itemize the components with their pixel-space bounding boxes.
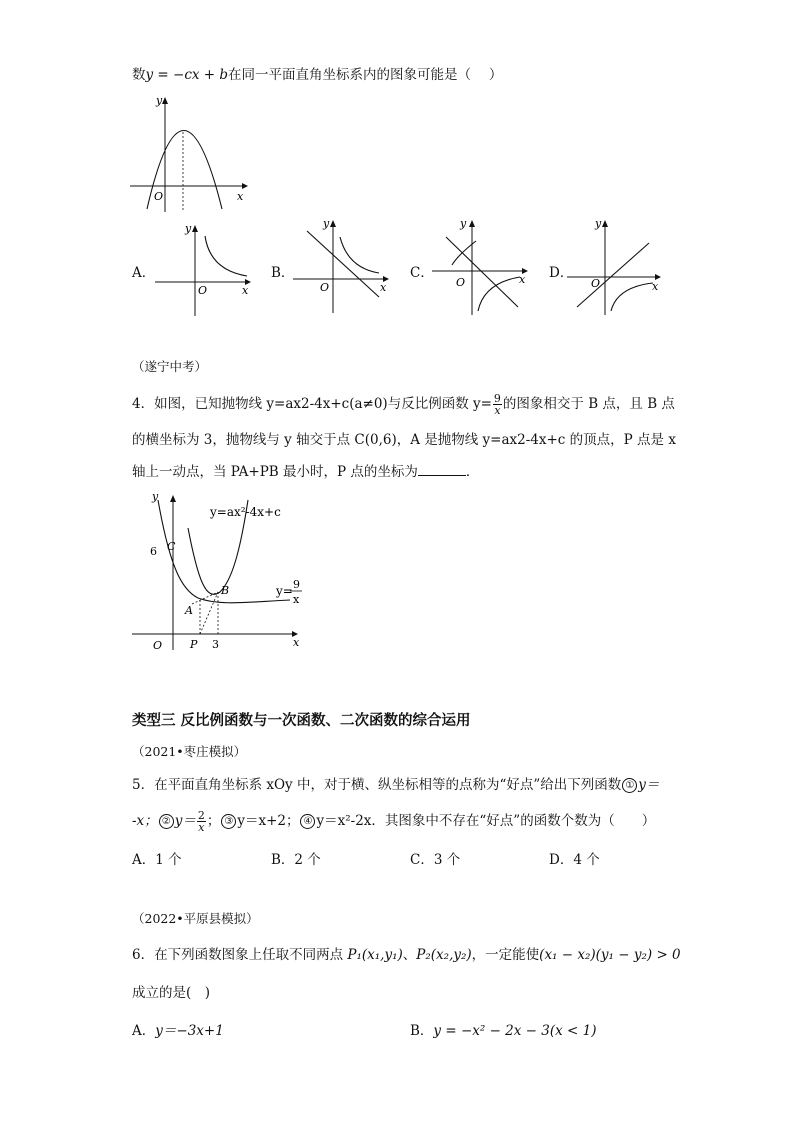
- q5-option-c[interactable]: C．3 个: [410, 852, 461, 868]
- q4-label-a: A: [185, 604, 193, 617]
- q4-label-3: 3: [212, 638, 219, 651]
- q5-line1-text: 5．在平面直角坐标系 xOy 中，对于横、纵坐标相等的点称为“好点”给出下列函数: [132, 777, 622, 793]
- q3-option-d-x-label: x: [652, 280, 659, 293]
- q4-line3: [132, 463, 479, 481]
- q4-label-c: C: [167, 540, 176, 553]
- q5-f1-marker: ①: [622, 778, 637, 793]
- q3-option-a-graph[interactable]: [155, 222, 255, 320]
- q3-main-graph: [130, 92, 250, 217]
- q5-f4-marker: ④: [300, 814, 315, 829]
- q6-sep: 、: [402, 947, 417, 963]
- q5-f2-frac-num: 2: [197, 809, 205, 822]
- q3-option-d-origin-label: O: [591, 277, 601, 290]
- q5-f3-sep: ；: [206, 813, 221, 829]
- q4-fraction: [493, 393, 502, 416]
- q6-line1: [132, 946, 681, 964]
- q6-line1-b: ，一定能使: [471, 947, 540, 963]
- q6-option-a[interactable]: [132, 1019, 224, 1039]
- section-title: 类型三 反比例函数与一次函数、二次函数的综合运用: [132, 713, 471, 729]
- q6-option-a-formula: y＝−3x+1: [155, 1023, 224, 1039]
- q6-condition: (x₁ − x₂)(y₁ − y₂) > 0: [539, 947, 681, 963]
- q6-point-2: P₂(x₂,y₂): [416, 947, 472, 963]
- q5-option-d[interactable]: D．4 个: [549, 852, 600, 868]
- q3-option-b-label[interactable]: B．: [271, 265, 295, 281]
- q3-stem-prefix: 数: [132, 67, 146, 83]
- q5-line1: [132, 776, 659, 794]
- q3-option-d-label[interactable]: D．: [549, 265, 574, 281]
- q3-main-x-label: x: [237, 190, 244, 203]
- q4-hyperbola-label: y=: [276, 584, 293, 598]
- q3-option-b-x-label: x: [380, 281, 387, 294]
- q6-line2: 成立的是( ): [132, 985, 211, 1001]
- q6-option-b[interactable]: [410, 1019, 597, 1039]
- q6-point-1: P₁(x₁,y₁): [347, 947, 403, 963]
- q3-main-origin-label: O: [154, 190, 164, 203]
- q5-option-b[interactable]: B．2 个: [271, 852, 321, 868]
- q3-option-d-graph[interactable]: [567, 215, 667, 320]
- q4-line3-end: ．: [465, 464, 480, 480]
- q5-f3-marker: ③: [221, 814, 236, 829]
- q4-hyperbola-den: x: [293, 593, 300, 606]
- q3-main-x-arrow: [242, 183, 248, 189]
- q4-line3-text: 轴上一动点，当 PA+PB 最小时，P 点的坐标为: [132, 464, 418, 480]
- q6-option-b-formula: y = −x² − 2x − 3(x < 1): [433, 1023, 597, 1039]
- q3-option-b-y-label: y: [323, 217, 330, 230]
- q3-stem-formula: y = −cx + b: [145, 67, 229, 83]
- q4-line1: [132, 393, 675, 416]
- q5-f2-marker: ②: [159, 814, 174, 829]
- q3-option-c-label[interactable]: C．: [410, 265, 434, 281]
- q5-f2-text: y＝: [174, 813, 196, 829]
- q4-line1-b: 的图象相交于 B 点，且 B 点: [502, 396, 675, 412]
- q3-option-d-y-label: y: [595, 217, 602, 230]
- q3-option-b-origin-label: O: [320, 281, 330, 294]
- q4-label-origin: O: [153, 639, 163, 652]
- q6-option-b-label: B．: [410, 1023, 434, 1039]
- q4-parabola-label: y=ax²-4x+c: [210, 505, 281, 519]
- q5-f4-text: y＝x²-2x．其图象中不存在“好点”的函数个数为（ ）: [316, 813, 656, 829]
- q4-line2: 的横坐标为 3，抛物线与 y 轴交于点 C(0,6)，A 是抛物线 y=ax2-4x+c 的顶点，P 点是 x: [132, 432, 676, 448]
- q4-label-b: B: [221, 584, 230, 597]
- q5-option-a[interactable]: A．1 个: [132, 852, 182, 868]
- q4-figure: [130, 488, 320, 656]
- q4-hyperbola-num: 9: [293, 578, 300, 591]
- q5-line2-a: -x；: [132, 813, 158, 829]
- q3-option-a-y-label: y: [185, 222, 192, 235]
- q4-label-6: 6: [150, 545, 157, 558]
- q5-f3-text: y＝x+2；: [237, 813, 300, 829]
- q5-line2: [132, 810, 655, 833]
- q3-option-c-y-label: y: [460, 217, 467, 230]
- q4-line1-a: 4．如图，已知抛物线 y=ax2-4x+c(a≠0)与反比例函数 y=: [132, 396, 492, 412]
- q3-main-y-arrow: [162, 97, 168, 104]
- q5-source: （2021•枣庄模拟）: [132, 744, 247, 759]
- q6-line1-a: 6．在下列函数图象上任取不同两点: [132, 947, 344, 963]
- q4-label-y: y: [152, 490, 159, 503]
- q4-source: （遂宁中考）: [132, 359, 208, 374]
- q3-option-a-x-label: x: [242, 284, 249, 297]
- q4-label-x: x: [293, 636, 300, 649]
- q4-fraction-num: 9: [493, 392, 501, 405]
- q3-option-b-graph[interactable]: [293, 215, 393, 320]
- q3-option-a-origin-label: O: [198, 284, 208, 297]
- q4-fraction-den: x: [494, 404, 501, 417]
- q3-option-a-label[interactable]: A．: [132, 265, 156, 281]
- q3-option-c-graph[interactable]: [432, 215, 532, 320]
- q3-stem: [132, 66, 502, 84]
- q3-option-c-x-label: x: [519, 273, 526, 286]
- q6-option-a-label: A．: [132, 1023, 156, 1039]
- q3-main-y-label: y: [156, 94, 163, 107]
- q4-label-p: P: [190, 638, 198, 651]
- q4-answer-blank[interactable]: [418, 463, 466, 476]
- q5-f2-fraction: [197, 810, 206, 833]
- q5-f2-frac-den: x: [198, 821, 205, 834]
- q5-f1-text: y＝: [638, 777, 660, 793]
- q6-source: （2022•平原县模拟）: [132, 911, 259, 926]
- q3-stem-suffix: 在同一平面直角坐标系内的图象可能是（ ）: [228, 67, 503, 83]
- q3-option-c-origin-label: O: [456, 276, 466, 289]
